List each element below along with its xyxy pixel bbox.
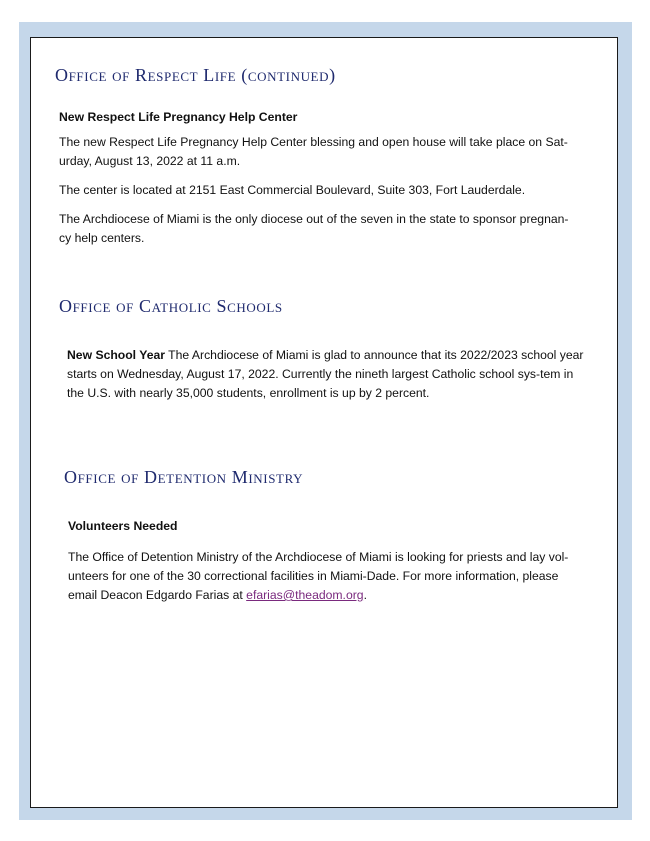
volunteers-body-end: .	[363, 588, 367, 602]
paragraph-school-year	[67, 346, 587, 403]
paragraph-location: The center is located at 2151 East Commercial Boulevard, Suite 303, Fort Lauderdale.	[59, 183, 526, 197]
section-heading-respect-life: Office of Respect Life (continued)	[55, 65, 336, 85]
section-heading-catholic-schools: Office of Catholic Schools	[59, 296, 283, 316]
subheading-pregnancy-help-center: New Respect Life Pregnancy Help Center	[59, 110, 298, 124]
email-link[interactable]: efarias@theadom.org	[246, 588, 364, 602]
section-heading-detention-ministry: Office of Detention Ministry	[64, 467, 304, 487]
paragraph-volunteers	[68, 548, 590, 605]
school-year-body: The Archdiocese of Miami is glad to announce that its 2022/2023 school year starts on Wednesday, August 17, 2022. Currently the nineth largest Catholic school sys-tem in the U.S. with nearly 35,000 students, enrollment is up by 2 percent.	[67, 348, 584, 400]
volunteers-body: The Office of Detention Ministry of the Archdiocese of Miami is looking for priests and lay vol-unteers for one of the 30 correctional facilities in Miami-Dade. For more information, please email Deacon Edgardo Farias at	[68, 550, 569, 602]
subheading-volunteers-needed: Volunteers Needed	[68, 519, 178, 533]
paragraph-only-diocese: The Archdiocese of Miami is the only diocese out of the seven in the state to sponsor pregnan-cy help centers.	[59, 212, 569, 245]
lead-new-school-year: New School Year	[67, 348, 165, 362]
paragraph-blessing: The new Respect Life Pregnancy Help Center blessing and open house will take place on Sat-urday, August 13, 2022 at 11 a.m.	[59, 135, 568, 168]
